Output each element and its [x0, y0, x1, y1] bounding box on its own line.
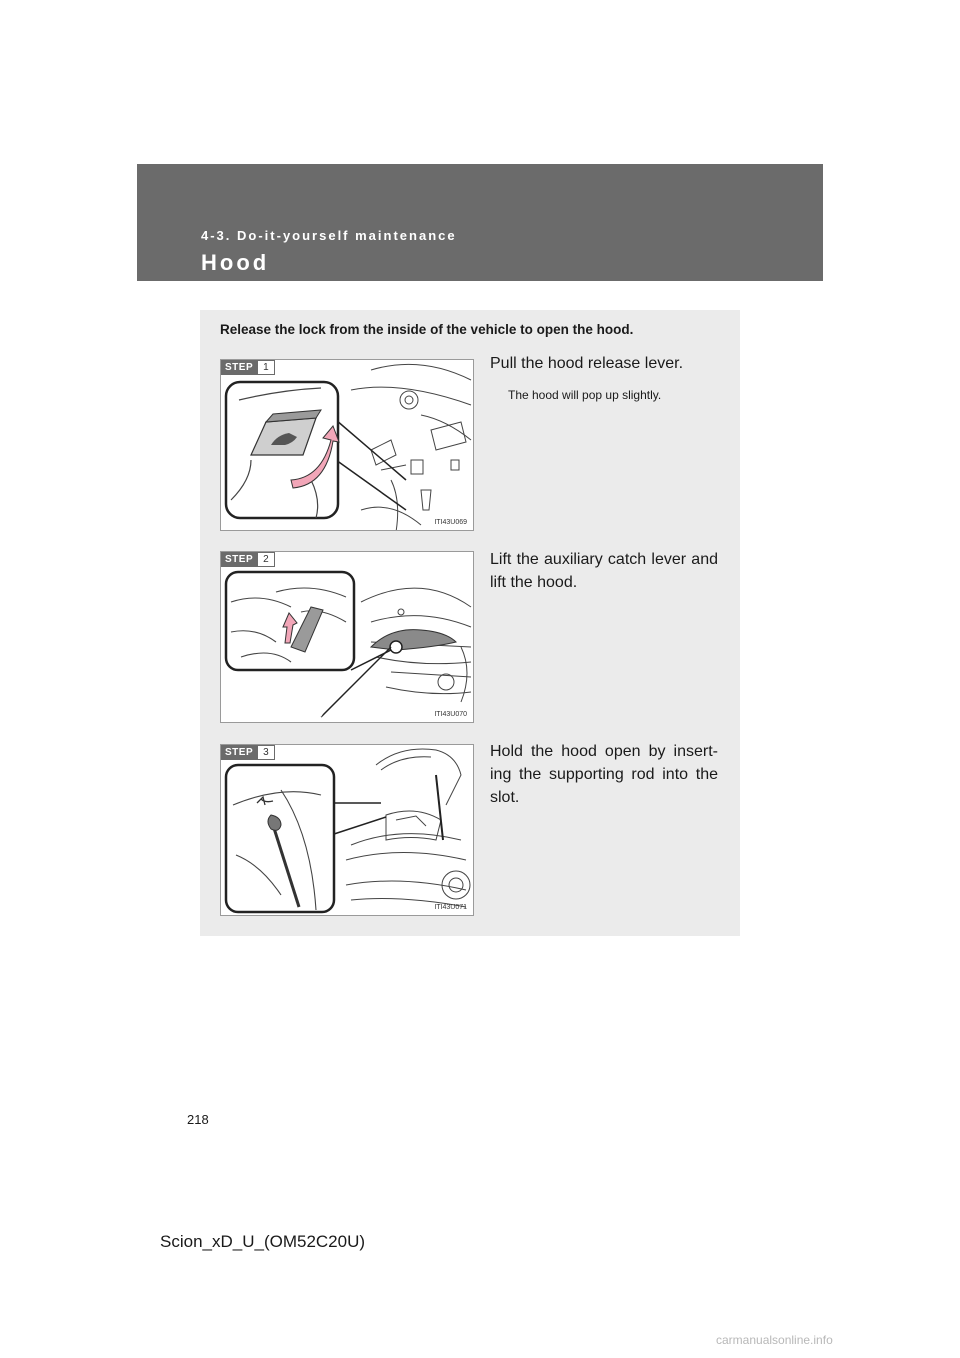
section-label: 4-3. Do-it-yourself maintenance [201, 228, 457, 243]
page-title: Hood [201, 250, 270, 275]
support-rod-drawing [221, 745, 474, 916]
step-2-illustration [220, 551, 474, 723]
page-number: 218 [187, 1112, 209, 1127]
step-badge-label: STEP [221, 552, 257, 567]
step-1-badge [221, 360, 275, 375]
step-badge-label: STEP [221, 360, 257, 375]
step-1-note: The hood will pop up slightly. [508, 388, 662, 402]
step-badge-number: 1 [257, 360, 275, 375]
step-badge-number: 3 [257, 745, 275, 760]
step-3-illustration [220, 744, 474, 916]
figure-code: ITI43U070 [434, 711, 467, 718]
step-1-text: Pull the hood release lever. [490, 355, 684, 372]
step-3-badge [221, 745, 275, 760]
auxiliary-catch-lever-drawing [221, 552, 474, 723]
step-badge-number: 2 [257, 552, 275, 567]
figure-code: ITI43U071 [434, 904, 467, 911]
document-id: Scion_xD_U_(OM52C20U) [160, 1232, 366, 1251]
step-badge-label: STEP [221, 745, 257, 760]
section-header [137, 164, 823, 281]
instruction-panel [200, 310, 740, 936]
step-1-illustration [220, 359, 474, 531]
step-2-text: Lift the auxiliary catch lever and lift the hood. [490, 551, 718, 591]
figure-code: ITI43U069 [434, 519, 467, 526]
intro-text: Release the lock from the inside of the vehicle to open the hood. [220, 322, 634, 337]
watermark: carmanualsonline.info [716, 1333, 833, 1347]
step-2-badge [221, 552, 275, 567]
hood-release-lever-drawing [221, 360, 474, 531]
step-3-text: Hold the hood open by insert-ing the supporting rod into the slot. [490, 743, 718, 806]
